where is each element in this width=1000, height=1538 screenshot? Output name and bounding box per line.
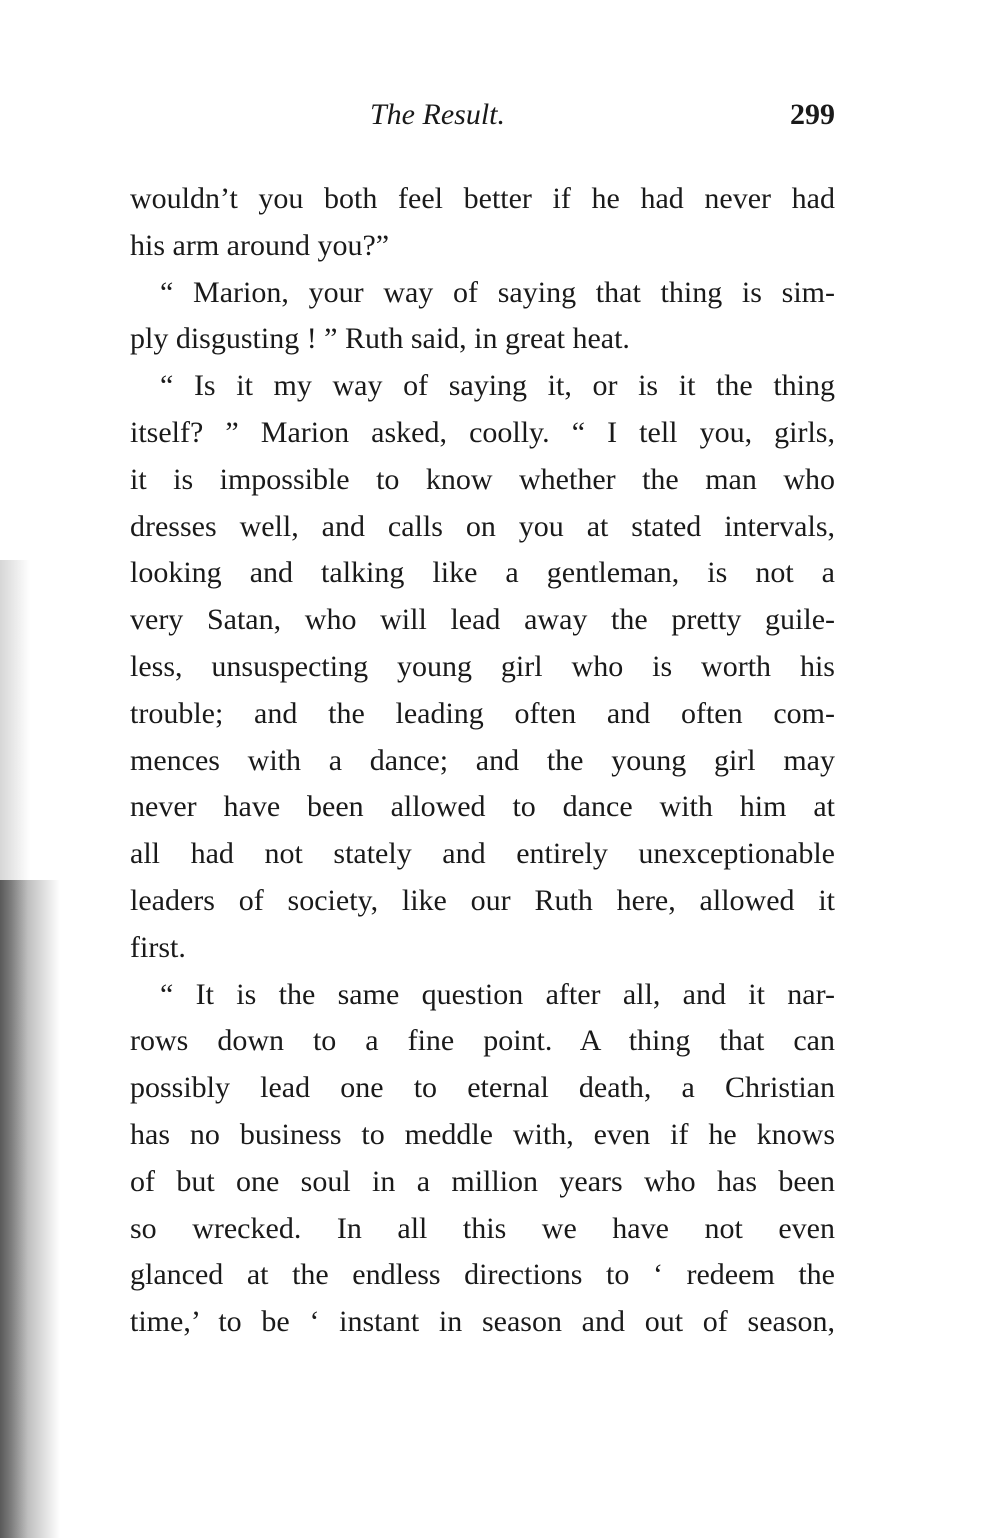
text-line: dresses well, and calls on you at stated intervals, bbox=[130, 509, 835, 543]
text-line: very Satan, who will lead away the pretty guile- bbox=[130, 603, 835, 637]
text-line: looking and talking like a gentleman, is not a bbox=[130, 556, 835, 590]
text-line: it is impossible to know whether the man who bbox=[130, 462, 835, 496]
text-line: his arm around you?” bbox=[130, 228, 390, 262]
text-line: possibly lead one to eternal death, a Christian bbox=[130, 1071, 835, 1105]
text-line: mences with a dance; and the young girl may bbox=[130, 743, 835, 777]
text-line: trouble; and the leading often and often com- bbox=[130, 696, 835, 730]
text-line: time,’ to be ‘ instant in season and out of season, bbox=[130, 1305, 835, 1339]
text-line: “ Marion, your way of saying that thing is sim- bbox=[160, 275, 835, 309]
text-line: less, unsuspecting young girl who is worth his bbox=[130, 649, 835, 683]
text-line: wouldn’t you both feel better if he had never had bbox=[130, 182, 835, 215]
running-title: The Result. bbox=[370, 98, 505, 131]
text-line: itself? ” Marion asked, coolly. “ I tell you, girls, bbox=[130, 415, 835, 449]
page-edge-shadow bbox=[0, 560, 30, 880]
text-line: has no business to meddle with, even if he knows bbox=[130, 1117, 835, 1151]
page-edge-shadow bbox=[0, 880, 60, 1538]
text-line: first. bbox=[130, 930, 186, 964]
text-line: all had not stately and entirely unexceptionable bbox=[130, 837, 835, 871]
text-line: glanced at the endless directions to ‘ redeem the bbox=[130, 1258, 835, 1292]
text-line: never have been allowed to dance with him at bbox=[130, 790, 835, 824]
text-line: leaders of society, like our Ruth here, allowed it bbox=[130, 883, 835, 917]
text-line: “ It is the same question after all, and it nar- bbox=[160, 977, 835, 1011]
page-header bbox=[130, 98, 835, 138]
text-line: rows down to a fine point. A thing that can bbox=[130, 1024, 835, 1058]
text-line: so wrecked. In all this we have not even bbox=[130, 1211, 835, 1245]
text-line: ply disgusting ! ” Ruth said, in great heat. bbox=[130, 322, 630, 356]
body-text bbox=[130, 176, 835, 1346]
page-number: 299 bbox=[790, 98, 835, 131]
text-line: of but one soul in a million years who has been bbox=[130, 1164, 835, 1198]
text-line: “ Is it my way of saying it, or is it the thing bbox=[160, 369, 835, 403]
